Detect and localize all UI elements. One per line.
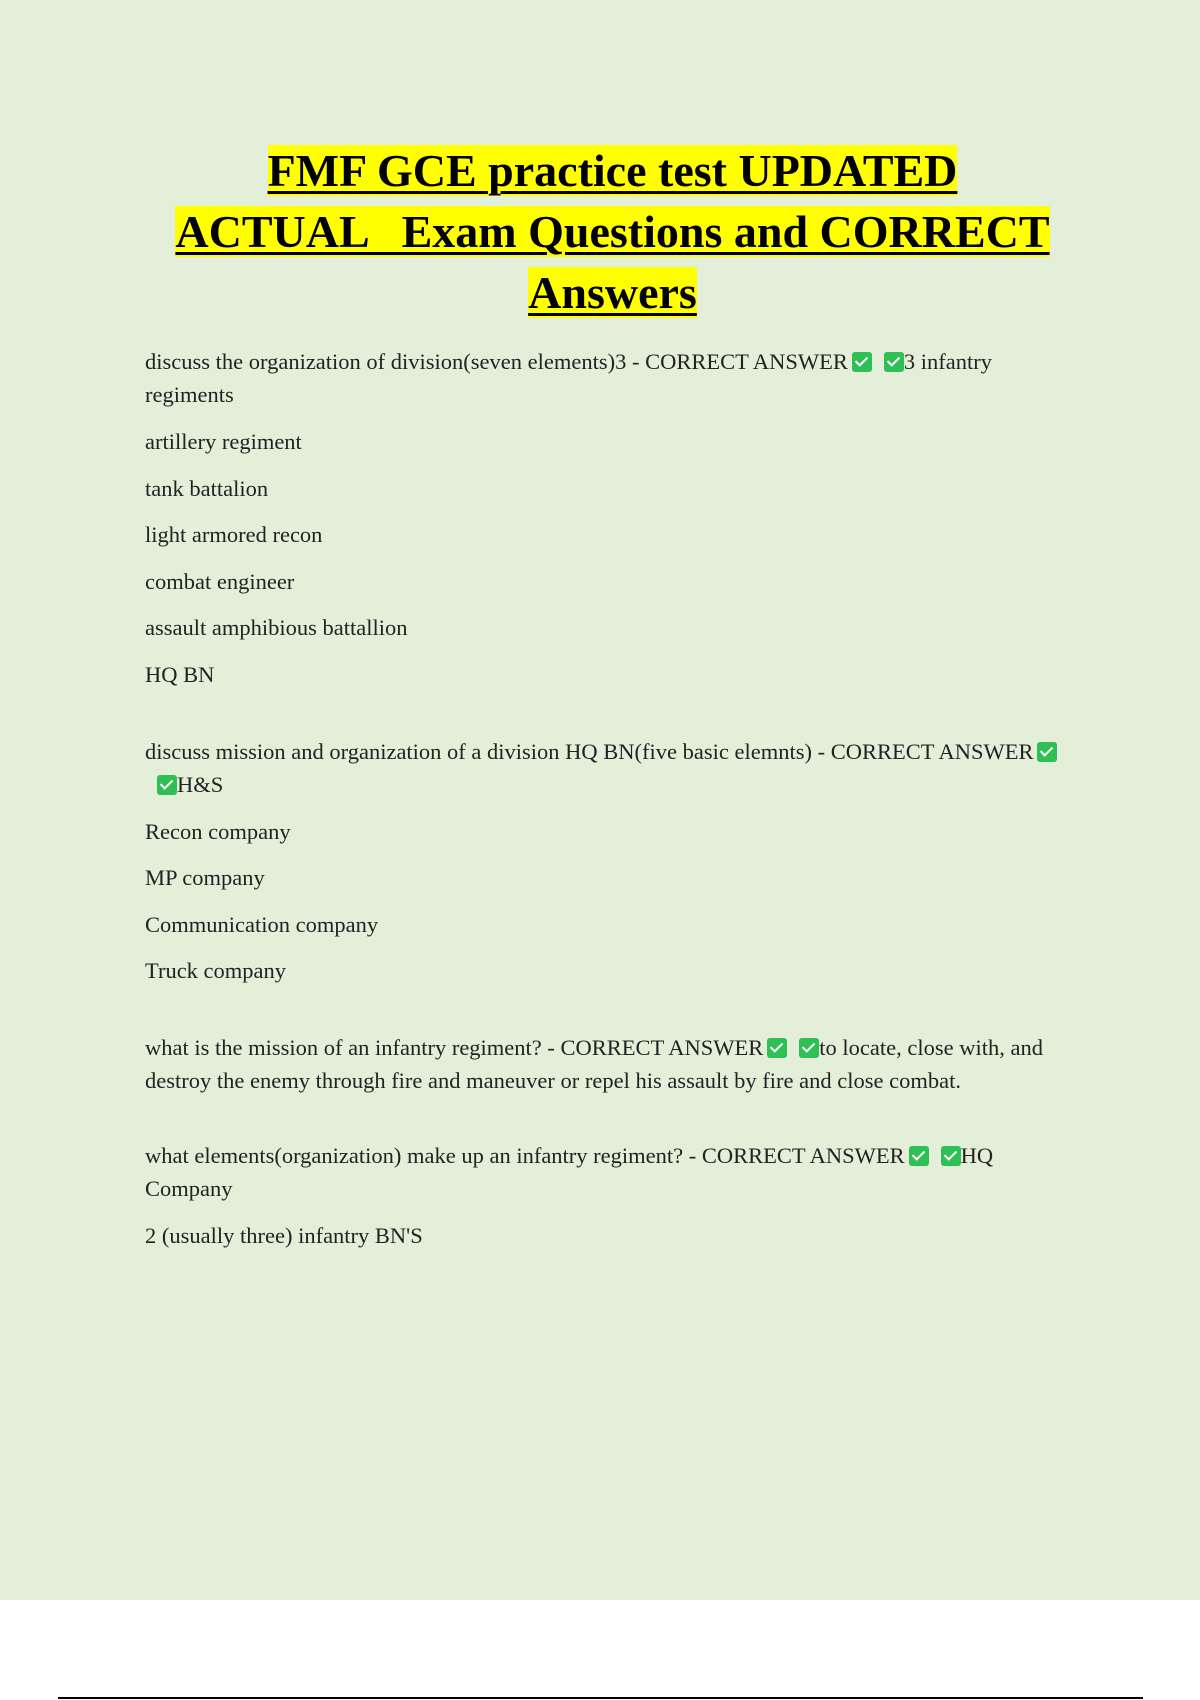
check-mark-icon (1037, 742, 1057, 762)
title-line: Answers (528, 267, 697, 318)
title-line: FMF GCE practice test UPDATED (267, 145, 958, 196)
title-line: ACTUAL Exam Questions and CORRECT (175, 206, 1050, 257)
question-text: discuss mission and organization of a division HQ BN(five basic elemnts) - CORRECT ANSWERH&S (145, 735, 1080, 801)
check-mark-icon (157, 775, 177, 795)
answer-line: MP company (145, 865, 265, 890)
check-mark-icon (909, 1146, 929, 1166)
qa-item (145, 1139, 1080, 1252)
question-text: what elements(organization) make up an infantry regiment? - CORRECT ANSWER HQ Company (145, 1143, 994, 1201)
question-text: what is the mission of an infantry regiment? - CORRECT ANSWER to locate, close with, and destroy the enemy through fire and maneuver or repel his assault by fire and close combat. (145, 1035, 1043, 1093)
check-mark-icon (884, 352, 904, 372)
check-mark-icon (767, 1038, 787, 1058)
question-text: discuss the organization of division(seven elements)3 - CORRECT ANSWER 3 infantry regiments (145, 349, 992, 407)
check-mark-icon (852, 352, 872, 372)
answer-line: Truck company (145, 958, 287, 983)
check-mark-icon (799, 1038, 819, 1058)
qa-item (145, 1031, 1080, 1097)
document-title (145, 140, 1080, 323)
answer-line: assault amphibious battallion (145, 615, 408, 640)
answer-line: Recon company (145, 818, 291, 844)
answer-line: Communication company (145, 911, 379, 937)
answer-line: 2 (usually three) infantry BN'S (145, 1223, 423, 1248)
answer-line: combat engineer (145, 568, 295, 594)
check-mark-icon (941, 1146, 961, 1166)
answer-line: HQ BN (145, 661, 215, 687)
qa-item (145, 345, 1080, 691)
page-footer-rule (58, 1697, 1143, 1699)
document-content (145, 140, 1080, 1296)
answer-line: artillery regiment (145, 429, 302, 454)
answer-line: tank battalion (145, 475, 269, 501)
qa-item (145, 735, 1080, 988)
answer-line: light armored recon (145, 522, 323, 547)
